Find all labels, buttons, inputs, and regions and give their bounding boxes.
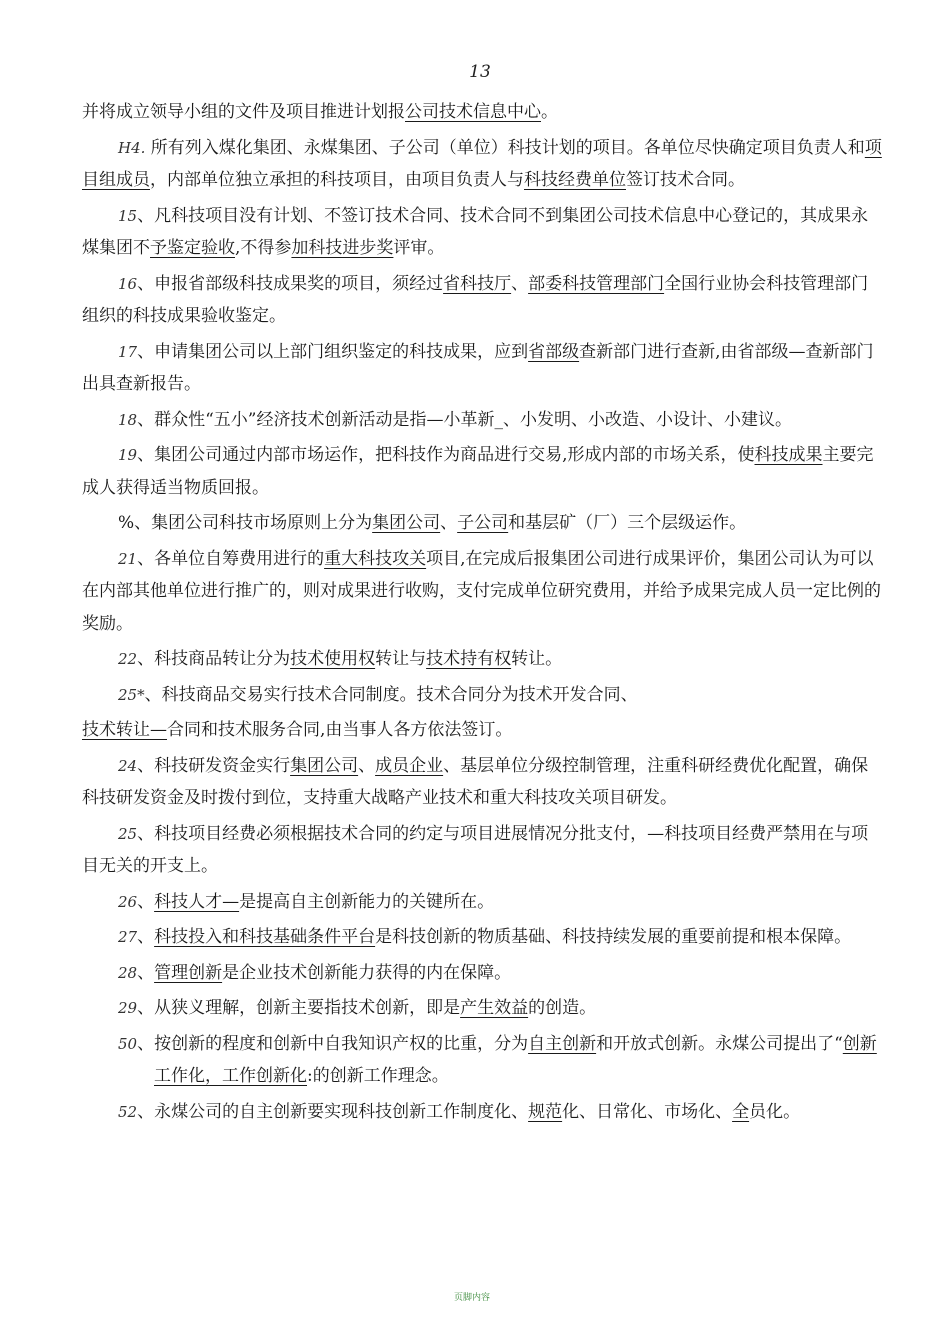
item-number: 18 [118, 410, 138, 429]
text-run: 、科技商品转让分为 [137, 649, 291, 669]
text-run: 签订技术合同。 [626, 170, 745, 190]
text-run: 、 [440, 513, 458, 533]
text-run: 转让。 [511, 649, 563, 669]
underlined-term: 技术使用权 [290, 649, 376, 669]
underlined-term: 科技人才— [154, 891, 240, 912]
paragraph [82, 679, 882, 712]
text-run: 员化。 [749, 1101, 801, 1122]
underlined-term: 科技经费单位 [524, 170, 626, 190]
text-run: 是提高自主创新能力的关键所在。 [239, 891, 495, 912]
underlined-term: 全 [732, 1101, 750, 1122]
item-number: 25 [118, 824, 138, 843]
text-run: 转让与 [375, 649, 427, 669]
underlined-term: 自主创新 [528, 1033, 597, 1054]
underlined-term: 规范 [528, 1101, 563, 1122]
item-number: 19 [118, 446, 138, 464]
item-number: 26 [118, 892, 138, 911]
text-run: 的创造。 [528, 998, 597, 1018]
text-run: 、永煤公司的自主创新要实现科技创新工作制度化、 [137, 1101, 529, 1122]
paragraph [82, 200, 882, 265]
text-run: 查新部门进行查新,由省部级—查新部门出具查新报告。 [82, 341, 874, 394]
text-run: 项目,在完成后报集团公司进行成果评价，集团公司认为可以在内部其他单位进行推广的，则对成果进行收购，支付完成单位研究费用，并给予成果完成人员一定比例的奖励。 [82, 548, 881, 634]
text-run: 、科技商品交易实行技术合同制度。技术合同分为技术开发合同、 [144, 684, 638, 705]
item-number: 28 [118, 963, 138, 982]
item-number: 22 [118, 650, 138, 668]
text-run: 化、日常化、市场化、 [562, 1101, 733, 1122]
text-run: 、 [358, 755, 376, 776]
paragraph [82, 268, 882, 333]
underlined-term: 产生效益 [460, 998, 529, 1018]
text-run: :的创新工作理念。 [307, 1066, 449, 1086]
item-number: 29 [118, 999, 138, 1017]
text-run: 、科技项目经费必须根据技术合同的约定与项目进展情况分批支付，—科技项目经费严禁用在与项目无关的开支上。 [82, 823, 869, 876]
text-run: 。 [541, 102, 558, 122]
item-number: 16 [118, 274, 138, 293]
paragraph [82, 543, 882, 641]
text-run: 、申请集团公司以上部门组织鉴定的科技成果，应到 [137, 341, 529, 362]
paragraph [82, 957, 882, 990]
paragraph [82, 992, 882, 1025]
item-number: 24 [118, 756, 138, 775]
text-run: 、按创新的程度和创新中自我知识产权的比重，分为 [137, 1033, 529, 1054]
text-run: 、 [137, 962, 155, 983]
text-run: 并将成立领导小组的文件及项目推进计划报 [82, 102, 405, 122]
text-run: 主要完成人获得适当物质回报。 [82, 445, 874, 498]
item-number: 52 [118, 1102, 138, 1121]
paragraph [82, 1096, 882, 1129]
underlined-term: 成员企业 [375, 755, 444, 776]
text-run: 评审。 [393, 238, 445, 258]
underlined-term: 重大科技攻关 [324, 548, 427, 569]
underlined-term: 科技投入和科技基础条件平台 [154, 927, 376, 947]
text-run: 、 [137, 927, 155, 947]
item-number: H4. [118, 138, 146, 157]
text-run: 、从狭义理解，创新主要指技术创新，即是 [137, 998, 461, 1018]
text-run: 合同和技术服务合同,由当事人各方依法签订。 [167, 720, 513, 740]
underlined-term: 创新工作化，工作创新化 [154, 1033, 877, 1086]
text-run: 和开放式创新。永煤公司提出了“ [596, 1033, 843, 1054]
text-run: 、基层单位分级控制管理，注重科研经费优化配置，确保科技研发资金及时拨付到位，支持重大战略产业技术和重大科技攻关项目研发。 [82, 755, 869, 808]
text-run: ，内部单位独立承担的科技项目，由项目负责人与 [150, 170, 524, 190]
underlined-term: 公司技术信息中心 [405, 102, 541, 122]
item-number: 50 [118, 1034, 138, 1053]
paragraph [82, 336, 882, 401]
text-run: 是企业技术创新能力获得的内在保障。 [222, 962, 512, 983]
text-run: 全国行业协会科技管理部门组织的科技成果验收鉴定。 [82, 273, 869, 326]
paragraph [82, 96, 882, 129]
paragraph [82, 507, 882, 540]
text-run: 、科技研发资金实行 [137, 755, 291, 776]
page-number: 13 [469, 62, 491, 82]
text-run: 、集团公司通过内部市场运作，把科技作为商品进行交易,形成内部的市场关系，使 [137, 445, 755, 465]
paragraph [82, 132, 882, 197]
paragraph [82, 404, 882, 437]
underlined-term: 省科技厅 [443, 273, 512, 294]
text-run: 、群众性“五小”经济技术创新活动是指—小革新_、小发明、小改造、小设计、小建议。 [137, 409, 792, 430]
underlined-term: 予鉴定验收 [150, 238, 235, 258]
underlined-term: 技术持有权 [426, 649, 512, 669]
item-number: 21 [118, 549, 138, 568]
text-run: ,不得参 [235, 238, 292, 258]
text-run: %、集团公司科技市场原则上分为 [118, 513, 373, 533]
underlined-term: 加科技进步奖 [291, 238, 394, 258]
text-run: 是科技创新的物质基础、科技持续发展的重要前提和根本保障。 [375, 927, 852, 947]
paragraph [82, 439, 882, 504]
paragraph [82, 818, 882, 883]
text-run: 、凡科技项目没有计划、不签订技术合同、技术合同不到集团公司技术信息中心登记的，其成果永煤集团不 [82, 205, 869, 258]
underlined-term: 技术转让— [82, 720, 167, 740]
text-run: 和基层矿（厂）三个层级运作。 [508, 513, 747, 533]
underlined-term: 部委科技管理部门 [528, 273, 665, 294]
underlined-term: 科技成果 [754, 445, 823, 465]
text-run: 、申报省部级科技成果奖的项目，须经过 [137, 273, 444, 294]
text-run: 、 [511, 273, 529, 294]
underlined-term: 省部级 [528, 341, 580, 362]
paragraph [82, 750, 882, 815]
paragraph [82, 643, 882, 676]
paragraph [82, 886, 882, 919]
underlined-term: 集团公司 [290, 755, 359, 776]
paragraph [82, 1028, 882, 1093]
underlined-term: 项目组成员 [82, 137, 882, 190]
text-run: 所有列入煤化集团、永煤集团、子公司（单位）科技计划的项目。各单位尽快确定项目负责人和 [145, 137, 865, 158]
page-footer: 页脚内容 [453, 1293, 490, 1303]
item-number: 15 [118, 206, 138, 225]
underlined-term: 子公司 [457, 513, 509, 533]
paragraph [82, 714, 882, 747]
underlined-term: 集团公司 [372, 513, 441, 533]
text-run: 、各单位自筹费用进行的 [137, 548, 325, 569]
item-number: 17 [118, 342, 138, 361]
paragraph [82, 921, 882, 954]
text-run: 、 [137, 891, 155, 912]
item-number: 27 [118, 928, 138, 946]
item-number: 25* [118, 685, 145, 704]
document-body [82, 96, 882, 1131]
underlined-term: 管理创新 [154, 962, 223, 983]
